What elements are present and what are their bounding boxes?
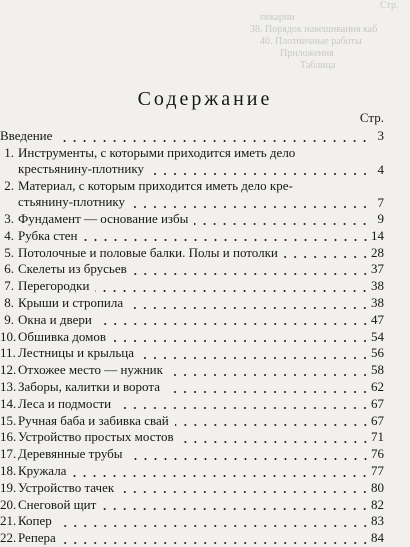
dot-leader [84,239,371,241]
toc-entry-title: Скелеты из брусьев [18,261,127,277]
toc-entry-title: Перегородки [18,278,90,294]
toc-entry [0,530,410,547]
toc-entry-page: 38 [371,294,384,310]
dot-leader [112,340,370,342]
toc-entry-number: 20. [0,496,17,512]
dot-leader [58,140,370,142]
toc-entry [0,345,410,362]
toc-entry [0,513,410,530]
toc-entry [0,178,410,211]
toc-entry-page: 9 [377,211,384,226]
toc-entry-title-continued: стьянину-плотнику [18,193,126,209]
toc-entry [0,379,410,396]
dot-leader [58,525,370,527]
toc-entry-page: 7 [377,195,384,211]
toc-entry [0,463,410,480]
toc-entry-title: Окна и двери [18,311,92,327]
toc-entry-page: 54 [371,328,384,344]
toc-entry-number: 4. [4,227,14,243]
toc-entry [0,244,410,261]
toc-entry [0,312,410,329]
toc-entry-page: 4 [377,162,384,178]
toc-entry-number: 15. [0,412,17,428]
toc-entry-title: Снеговой щит [18,496,97,512]
toc-entry [0,480,410,497]
toc-entry-page: 82 [371,496,384,512]
toc-entry [0,412,410,429]
toc-entry-number: 12. [0,362,17,378]
page-column-header: Стр. [359,110,384,125]
bleed-through-text [230,0,410,100]
toc-entry-number: 9. [4,311,14,327]
page-title: Содержание [137,88,273,110]
toc-entry-number: 18. [0,462,17,478]
dot-leader [284,256,370,258]
toc-entry-page: 77 [371,462,384,478]
dot-leader [72,475,370,477]
toc-entry-number: 8. [4,294,14,310]
toc-entry [0,145,410,178]
toc-entry-title: Материал, с которым приходится иметь дело кре- [18,177,293,193]
toc-entry-number: 10. [0,328,17,344]
dot-leader [129,307,370,309]
bleed-line: Приложения [280,48,334,59]
toc-entry-number: 5. [4,244,14,260]
table-of-contents [0,128,410,547]
toc-entry-page: 80 [371,479,384,495]
toc-entry [0,128,410,145]
toc-entry [0,228,410,245]
dot-leader [129,458,370,460]
bleed-line: 40. Плотничные работы [260,36,362,47]
bleed-line: Стр. [380,0,399,11]
toc-entry-title: Введение [0,128,53,144]
toc-entry-title: Ручная баба и забивка свай [18,412,169,428]
bleed-line: Таблица [300,60,336,71]
toc-entry-page: 56 [371,345,384,361]
toc-entry-title: Леса и подмости [18,395,112,411]
toc-entry [0,396,410,413]
toc-entry-page: 14 [371,227,384,243]
toc-entry-title: Инструменты, с которыми приходится иметь дело [18,144,296,160]
dot-leader [95,290,370,292]
toc-entry-page: 37 [371,261,384,277]
toc-entry-title-continued: крестьянину-плотнику [18,160,144,176]
dot-leader [102,508,370,510]
toc-entry-page: 71 [371,429,384,445]
dot-leader [166,391,370,393]
toc-entry-page: 67 [371,412,384,428]
toc-entry [0,446,410,463]
toc-entry [0,429,410,446]
toc-entry-number: 6. [4,261,14,277]
toc-entry-page: 76 [371,446,384,462]
toc-entry-page: 47 [371,311,384,327]
toc-entry-number: 13. [0,378,17,394]
toc-entry-number: 14. [0,395,17,411]
toc-entry-page: 67 [371,395,384,411]
dot-leader [98,323,370,325]
dot-leader [150,173,370,175]
bleed-line: пекарни [260,12,295,23]
toc-entry-title: Потолочные и половые балки. Полы и потолки [18,244,278,260]
toc-entry-title: Репера [18,530,56,546]
dot-leader [133,273,370,275]
toc-entry-page: 84 [371,530,384,546]
toc-entry [0,496,410,513]
toc-entry-title: Отхожее место — нужник [18,362,163,378]
dot-leader [117,407,370,409]
toc-entry-title: Деревянные трубы [18,446,123,462]
toc-entry-page: 62 [371,378,384,394]
toc-entry-page: 83 [371,513,384,529]
toc-entry-page: 3 [377,128,384,144]
toc-entry-title: Кружала [18,462,67,478]
toc-entry-number: 16. [0,429,17,445]
toc-entry-title: Копер [18,513,52,529]
dot-leader [140,357,370,359]
toc-entry-page: 28 [371,244,384,260]
toc-entry-number: 3. [4,211,14,226]
toc-entry-number: 2. [4,177,14,193]
toc-entry [0,278,410,295]
toc-entry [0,211,410,228]
toc-entry-title: Крыши и стропила [18,294,124,310]
dot-leader [169,374,370,376]
toc-entry-title: Устройство простых мостов [18,429,174,445]
toc-entry-number: 7. [4,278,14,294]
toc-entry-title: Устройство тачек [18,479,115,495]
toc-entry-title: Обшивка домов [18,328,106,344]
toc-entry-number: 19. [0,479,17,495]
toc-entry [0,261,410,278]
toc-entry-title: Заборы, калитки и ворота [18,378,160,394]
dot-leader [131,206,370,208]
dot-leader [194,223,370,225]
dot-leader [62,542,370,544]
bleed-line: 38. Порядок навешивания каб [250,24,378,35]
toc-entry-number: 17. [0,446,17,462]
toc-entry-number: 22. [0,530,17,546]
toc-entry-page: 58 [371,362,384,378]
toc-entry-title: Рубка стен [18,227,78,243]
toc-entry [0,328,410,345]
toc-entry-number: 11. [0,345,16,361]
toc-entry-title: Фундамент — основание избы [18,211,189,226]
toc-entry [0,362,410,379]
toc-entry [0,295,410,312]
toc-entry-page: 38 [371,278,384,294]
dot-leader [120,491,370,493]
dot-leader [180,441,370,443]
dot-leader [175,424,370,426]
toc-entry-title: Лестницы и крыльца [18,345,135,361]
toc-entry-number: 1. [4,144,14,160]
toc-entry-number: 21. [0,513,17,529]
